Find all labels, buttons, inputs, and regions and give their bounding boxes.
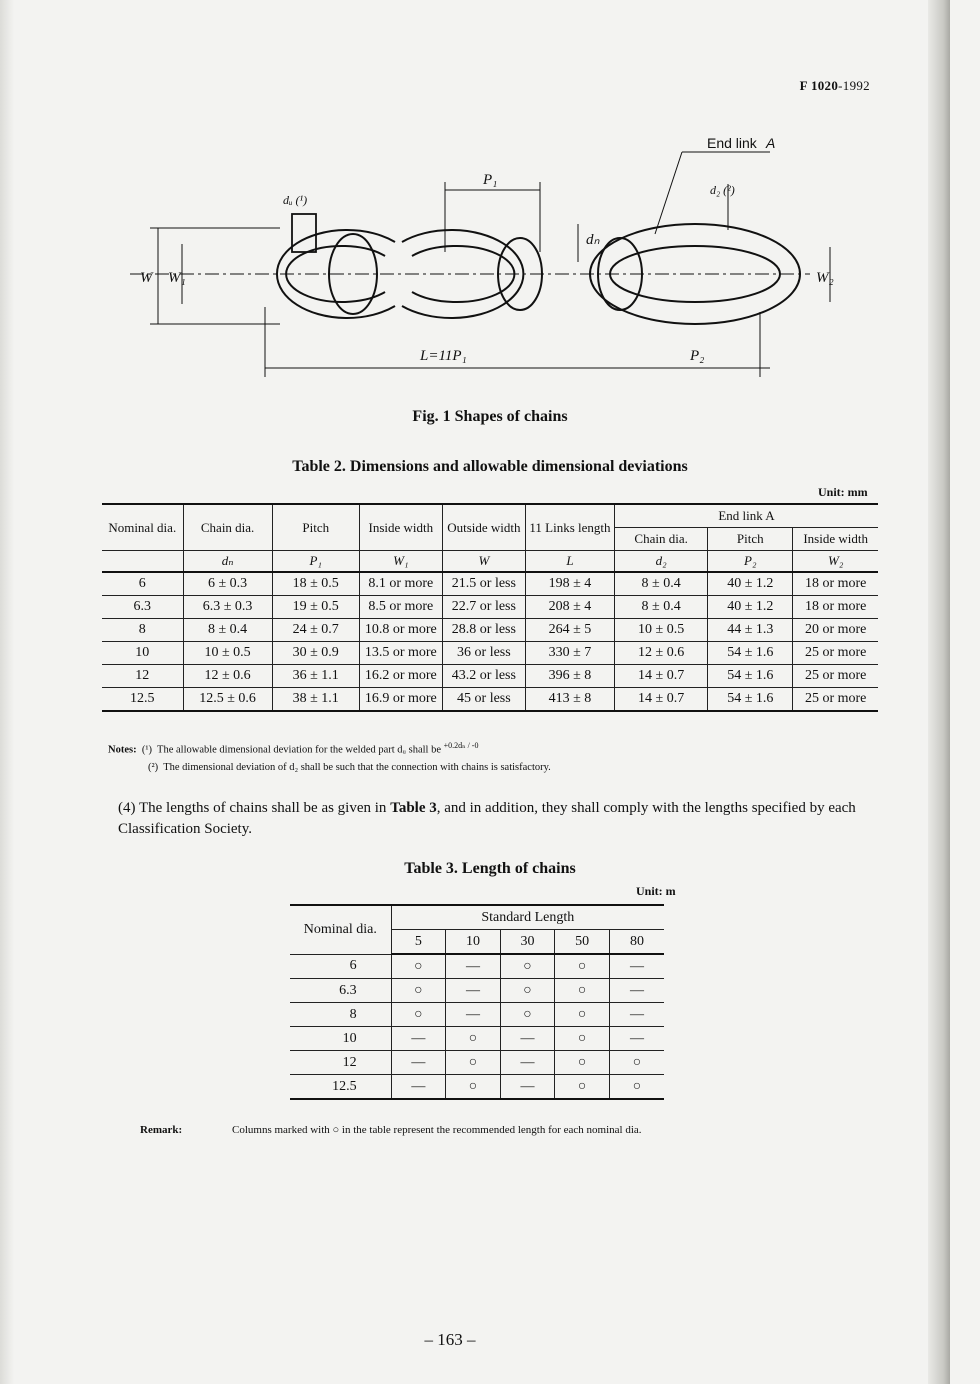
table3-unit: Unit: m (636, 884, 676, 898)
w2-label: W₂ (816, 270, 834, 286)
doc-year: -1992 (838, 78, 870, 93)
note-2: (²) The dimensional deviation of d₂ shall be such that the connection with chains is satisfactory. (148, 761, 551, 773)
hdr-chain-dia: Chain dia. (183, 504, 272, 551)
table-row: 12 12 ± 0.6 36 ± 1.1 16.2 or more 43.2 or less 396 ± 8 14 ± 0.7 54 ± 1.6 25 or more (102, 665, 878, 688)
sym-w1: W₁ (359, 551, 442, 573)
hdr-inside-width: Inside width (359, 504, 442, 551)
document-id (800, 78, 870, 94)
note-1: Notes: (¹) The allowable dimensional deviation for the welded part dᵤ shall be $^{+0.2d_n / -0}$ (108, 741, 479, 756)
length-label: L=11P₁ (420, 348, 467, 364)
table-row: 10 — ○ — ○ — (290, 1027, 664, 1051)
sym-p1: P₁ (272, 551, 359, 573)
dw-label: dᵤ (¹) (283, 193, 308, 207)
table-row: 10 10 ± 0.5 30 ± 0.9 13.5 or more 36 or less 330 ± 7 12 ± 0.6 54 ± 1.6 25 or more (102, 642, 878, 665)
hdr-pitch: Pitch (272, 504, 359, 551)
table-row: 8 ○ — ○ ○ — (290, 1003, 664, 1027)
table3-title: Table 3. Length of chains (404, 860, 576, 877)
table-row: 6.3 ○ — ○ ○ — (290, 979, 664, 1003)
sym-blank (102, 551, 183, 573)
end-link-letter: A (766, 135, 776, 151)
welded-part-box (292, 214, 316, 252)
table2-notes (108, 737, 551, 776)
hdr-nominal-dia: Nominal dia. (290, 905, 391, 954)
sym-p2: P₂ (708, 551, 793, 573)
hdr-end-chain-dia: Chain dia. (615, 528, 708, 551)
sym-dn: dₙ (183, 551, 272, 573)
length-table: Nominal dia. Standard Length 5 10 30 50 80 6 ○ — ○ ○ — 6.3 ○ — ○ ○ — 8 ○ — ○ ○ — 10 — ○ — ○ — 12 — ○ — ○ ○ 12.5 — ○ — ○ ○ (290, 904, 664, 1100)
dimensions-table (102, 503, 878, 712)
hdr-end-pitch: Pitch (708, 528, 793, 551)
chain-diagram (130, 132, 834, 392)
table3-remark: Remark: Columns marked with ○ in the table represent the recommended length for each nominal dia. (140, 1124, 642, 1136)
table-row: 12 — ○ — ○ ○ (290, 1051, 664, 1075)
sym-w2: W₂ (793, 551, 878, 573)
w1-label: W₁ (168, 270, 186, 286)
table-row: 12.5 12.5 ± 0.6 38 ± 1.1 16.9 or more 45 or less 413 ± 8 14 ± 0.7 54 ± 1.6 25 or more (102, 688, 878, 712)
d2-label: d₂ (²) (710, 183, 735, 197)
paragraph-4: (4) The lengths of chains shall be as given in Table 3, and in addition, they shall comply with the lengths specified by each Classification Society. (118, 800, 856, 837)
figure-caption: Fig. 1 Shapes of chains (412, 408, 568, 425)
table-row: 6.3 6.3 ± 0.3 19 ± 0.5 8.5 or more 22.7 or less 208 ± 4 8 ± 0.4 40 ± 1.2 18 or more (102, 596, 878, 619)
table-row: 12.5 — ○ — ○ ○ (290, 1075, 664, 1100)
chain-figure (130, 132, 834, 392)
table-row: 8 8 ± 0.4 24 ± 0.7 10.8 or more 28.8 or less 264 ± 5 10 ± 0.5 44 ± 1.3 20 or more (102, 619, 878, 642)
hdr-links-length: 11 Links length (525, 504, 614, 551)
hdr-end-inside-width: Inside width (793, 528, 878, 551)
sym-l: L (525, 551, 614, 573)
sym-d2: d₂ (615, 551, 708, 573)
table2-title: Table 2. Dimensions and allowable dimensional deviations (292, 458, 688, 475)
hdr-nominal: Nominal dia. (102, 504, 183, 551)
table-row: 6 ○ — ○ ○ — (290, 954, 664, 979)
page-gutter-shade (0, 0, 14, 1384)
sym-w: W (442, 551, 525, 573)
p1-label: P₁ (483, 172, 498, 188)
table-row: 6 6 ± 0.3 18 ± 0.5 8.1 or more 21.5 or less 198 ± 4 8 ± 0.4 40 ± 1.2 18 or more (102, 572, 878, 596)
w-label: W (140, 270, 153, 286)
hdr-outside-width: Outside width (442, 504, 525, 551)
hdr-standard-length: Standard Length (391, 905, 664, 930)
end-link-label: End link (707, 135, 757, 151)
page-edge-shadow (928, 0, 950, 1384)
table2-unit: Unit: mm (818, 485, 868, 499)
dn-label: dₙ (586, 232, 600, 248)
p2-label: P₂ (690, 348, 705, 364)
page-number: – 163 – (424, 1330, 476, 1349)
doc-number: F 1020 (799, 78, 839, 93)
hdr-end-link: End link A (615, 504, 878, 528)
